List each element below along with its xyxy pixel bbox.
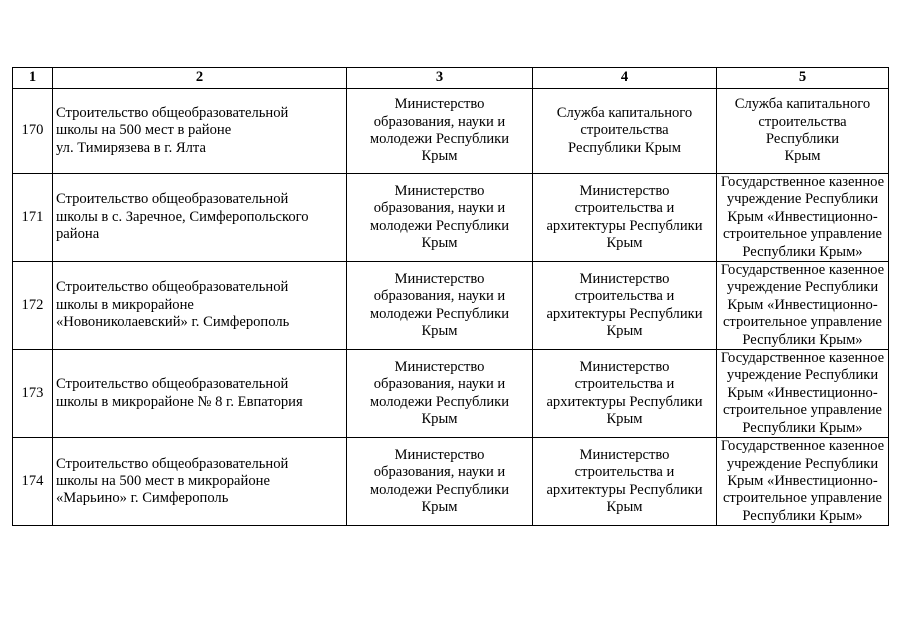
- cell-text-line: архитектуры Республики: [546, 217, 703, 234]
- cell-text-line: Крым: [606, 410, 643, 427]
- cell-text-line: Служба капитального: [556, 104, 693, 121]
- cell-text-line: Строительство общеобразовательной: [56, 455, 289, 472]
- cell-text-line: Государственное казенное: [720, 438, 885, 455]
- cell-text-line: Министерство: [394, 446, 485, 463]
- cell-text-line: учреждение Республики: [726, 279, 879, 296]
- cell-text-line: Строительство общеобразовательной: [56, 376, 289, 393]
- table-row: [13, 350, 889, 438]
- header-col-3: 3: [347, 68, 533, 89]
- header-col-5: 5: [717, 68, 889, 89]
- cell-text-line: строительное управление: [722, 490, 883, 507]
- cell-row-number: 170: [13, 89, 53, 174]
- cell-text-line: молодежи Республики: [369, 217, 510, 234]
- cell-text-line: молодежи Республики: [369, 305, 510, 322]
- cell-text-line: ул. Тимирязева в г. Ялта: [56, 139, 206, 156]
- cell-text-line: Крым: [606, 499, 643, 516]
- cell-text-line: Крым «Инвестиционно-: [727, 208, 878, 225]
- cell-text-line: учреждение Республики: [726, 455, 879, 472]
- cell-text-line: «Марьино» г. Симферополь: [56, 490, 229, 507]
- cell-object-name: [53, 438, 347, 526]
- cell-text-line: образования, науки и: [373, 288, 506, 305]
- cell-text-line: Республики Крым»: [742, 243, 863, 260]
- cell-text-line: Республики Крым»: [742, 331, 863, 348]
- cell-row-number: 173: [13, 350, 53, 438]
- cell-text-line: Государственное казенное: [720, 350, 885, 367]
- cell-text-line: учреждение Республики: [726, 367, 879, 384]
- cell-text-line: образования, науки и: [373, 464, 506, 481]
- cell-text-line: Министерство: [579, 270, 670, 287]
- cell-developer: [533, 262, 717, 350]
- cell-text-line: школы на 500 мест в микрорайоне: [56, 472, 270, 489]
- cell-text-line: Государственное казенное: [720, 262, 885, 279]
- cell-text-line: Министерство: [579, 446, 670, 463]
- cell-text-line: строительства Республики: [758, 113, 847, 147]
- cell-contractor: [717, 438, 889, 526]
- cell-text-line: строительное управление: [722, 402, 883, 419]
- cell-contractor: [717, 174, 889, 262]
- cell-text-line: архитектуры Республики: [546, 481, 703, 498]
- cell-row-number: 174: [13, 438, 53, 526]
- cell-text-line: Министерство: [579, 358, 670, 375]
- cell-text-line: Крым: [606, 234, 643, 251]
- cell-text-line: Строительство общеобразовательной: [56, 279, 289, 296]
- cell-text-line: образования, науки и: [373, 200, 506, 217]
- table-row: [13, 174, 889, 262]
- cell-developer: [533, 89, 717, 174]
- cell-text-line: строительства и: [574, 200, 675, 217]
- cell-customer: [347, 350, 533, 438]
- cell-text-line: архитектуры Республики: [546, 393, 703, 410]
- cell-contractor: [717, 350, 889, 438]
- cell-object-name: [53, 350, 347, 438]
- cell-text-line: школы в микрорайоне № 8 г. Евпатория: [56, 393, 303, 410]
- cell-text-line: Республики Крым»: [742, 419, 863, 436]
- cell-text-line: архитектуры Республики: [546, 305, 703, 322]
- cell-text-line: Крым: [421, 499, 458, 516]
- cell-text-line: школы в с. Заречное, Симферопольского: [56, 208, 309, 225]
- header-col-4: 4: [533, 68, 717, 89]
- cell-text-line: Крым: [606, 322, 643, 339]
- cell-text-line: школы на 500 мест в районе: [56, 122, 232, 139]
- cell-contractor: [717, 262, 889, 350]
- cell-row-number: 172: [13, 262, 53, 350]
- table-header: [13, 68, 889, 89]
- table-row: [13, 89, 889, 174]
- table-row: [13, 262, 889, 350]
- cell-text-line: Министерство: [394, 182, 485, 199]
- cell-text-line: Республики Крым: [568, 139, 681, 156]
- cell-text-line: Крым «Инвестиционно-: [727, 472, 878, 489]
- cell-text-line: образования, науки и: [373, 113, 506, 130]
- cell-developer: [533, 350, 717, 438]
- cell-text-line: Крым: [421, 322, 458, 339]
- cell-text-line: Министерство: [394, 96, 485, 113]
- cell-text-line: Республики Крым»: [742, 507, 863, 524]
- cell-text-line: молодежи Республики: [369, 131, 510, 147]
- cell-row-number: 171: [13, 174, 53, 262]
- document-table: [12, 67, 889, 526]
- cell-text-line: образования, науки и: [373, 376, 506, 393]
- cell-text-line: Служба капитального: [734, 96, 871, 113]
- cell-text-line: школы в микрорайоне: [56, 296, 194, 313]
- cell-object-name: [53, 174, 347, 262]
- header-col-2: 2: [53, 68, 347, 89]
- table-row: [13, 438, 889, 526]
- cell-object-name: [53, 89, 347, 174]
- cell-text-line: строительства и: [574, 376, 675, 393]
- cell-text-line: Строительство общеобразовательной: [56, 104, 289, 121]
- cell-text-line: «Новониколаевский» г. Симферополь: [56, 314, 290, 331]
- cell-text-line: района: [56, 226, 100, 243]
- cell-text-line: Министерство: [579, 182, 670, 199]
- cell-text-line: Крым «Инвестиционно-: [727, 296, 878, 313]
- cell-object-name: [53, 262, 347, 350]
- cell-text-line: Строительство общеобразовательной: [56, 191, 289, 208]
- cell-customer: [347, 174, 533, 262]
- cell-text-line: Крым «Инвестиционно-: [727, 384, 878, 401]
- cell-text-line: Министерство: [394, 358, 485, 375]
- cell-contractor: [717, 89, 889, 174]
- cell-text-line: строительства и: [574, 288, 675, 305]
- cell-customer: [347, 89, 533, 174]
- cell-text-line: строительное управление: [722, 226, 883, 243]
- cell-text-line: учреждение Республики: [726, 191, 879, 208]
- cell-text-line: Крым: [784, 148, 821, 165]
- cell-developer: [533, 174, 717, 262]
- cell-text-line: молодежи Республики: [369, 481, 510, 498]
- cell-text-line: строительное управление: [722, 314, 883, 331]
- header-row: [13, 68, 889, 89]
- cell-customer: [347, 262, 533, 350]
- cell-text-line: Крым: [421, 234, 458, 251]
- cell-customer: [347, 438, 533, 526]
- cell-text-line: молодежи Республики: [369, 393, 510, 410]
- cell-text-line: Крым: [421, 410, 458, 427]
- table-body: [13, 89, 889, 526]
- header-col-1: 1: [13, 68, 53, 89]
- cell-text-line: строительства: [580, 122, 669, 139]
- cell-developer: [533, 438, 717, 526]
- cell-text-line: Министерство: [394, 270, 485, 287]
- cell-text-line: Государственное казенное: [720, 174, 885, 190]
- cell-text-line: строительства и: [574, 464, 675, 481]
- cell-text-line: Крым: [421, 148, 458, 165]
